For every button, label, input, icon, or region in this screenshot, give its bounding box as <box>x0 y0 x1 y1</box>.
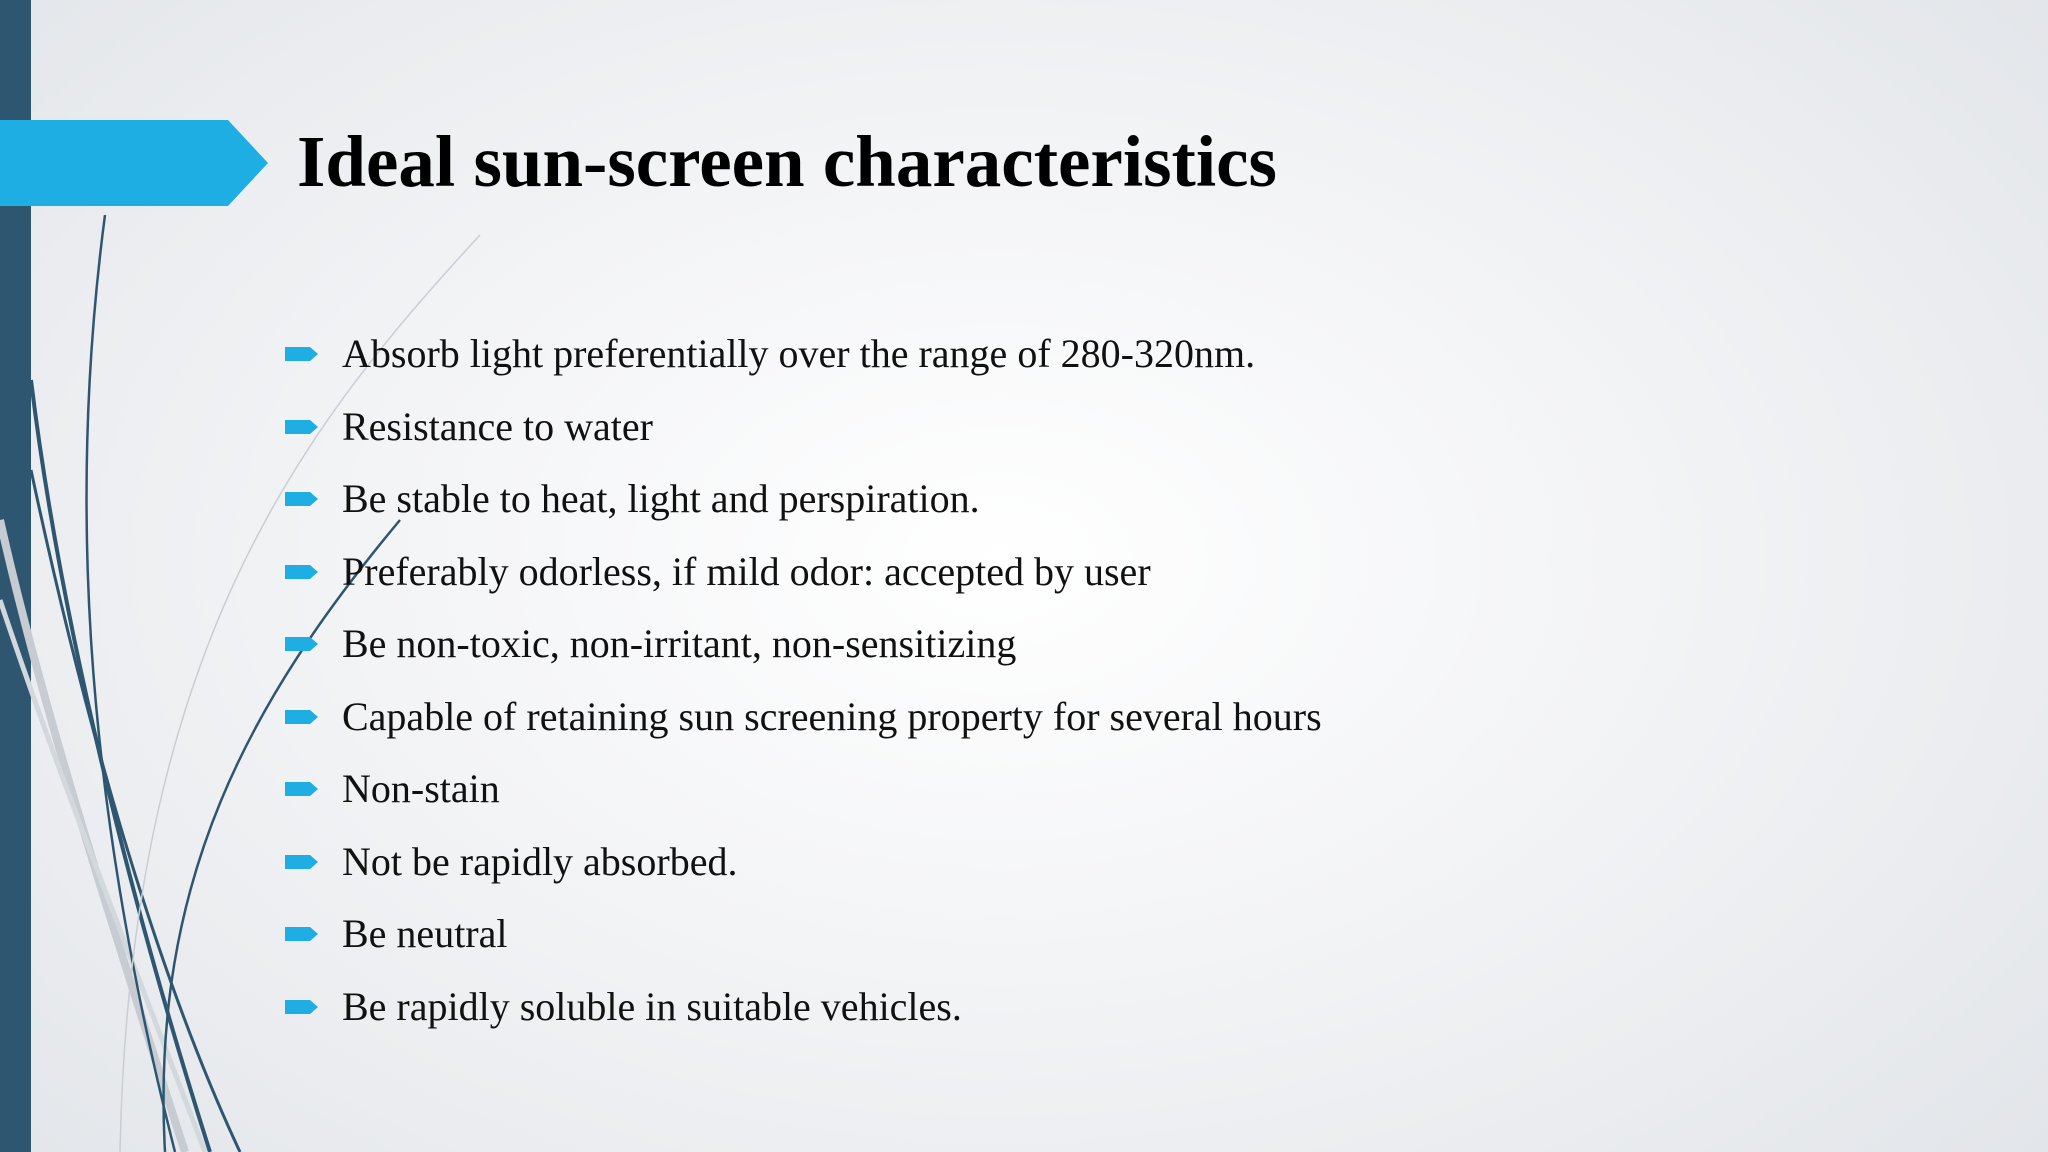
bullet-text: Be rapidly soluble in suitable vehicles. <box>342 983 962 1029</box>
right-arrow-icon <box>285 779 319 799</box>
right-arrow-icon <box>285 707 319 727</box>
list-item <box>285 608 1322 681</box>
bullet-text: Be neutral <box>342 911 508 957</box>
list-item <box>285 536 1322 609</box>
right-arrow-icon <box>285 562 319 582</box>
bullet-text: Be stable to heat, light and perspiration. <box>342 476 980 522</box>
bullet-text: Non-stain <box>342 766 500 812</box>
right-arrow-icon <box>285 344 319 364</box>
right-arrow-icon <box>285 417 319 437</box>
bullet-text: Not be rapidly absorbed. <box>342 838 738 884</box>
list-item <box>285 971 1322 1044</box>
bullet-list <box>285 318 1322 1043</box>
bullet-text: Preferably odorless, if mild odor: accepted by user <box>342 548 1151 594</box>
bullet-text: Resistance to water <box>342 403 653 449</box>
list-item <box>285 898 1322 971</box>
list-item <box>285 681 1322 754</box>
title-arrow-shape <box>0 120 268 206</box>
right-arrow-icon <box>285 924 319 944</box>
list-item <box>285 318 1322 391</box>
list-item <box>285 826 1322 899</box>
bullet-text: Capable of retaining sun screening property for several hours <box>342 693 1322 739</box>
right-arrow-icon <box>285 997 319 1017</box>
list-item <box>285 753 1322 826</box>
right-arrow-icon <box>285 634 319 654</box>
list-item <box>285 391 1322 464</box>
slide-title: Ideal sun-screen characteristics <box>297 121 1277 202</box>
right-arrow-icon <box>285 489 319 509</box>
bullet-text: Absorb light preferentially over the range of 280-320nm. <box>342 331 1256 377</box>
right-arrow-icon <box>285 852 319 872</box>
list-item <box>285 463 1322 536</box>
bullet-text: Be non-toxic, non-irritant, non-sensitizing <box>342 621 1017 667</box>
